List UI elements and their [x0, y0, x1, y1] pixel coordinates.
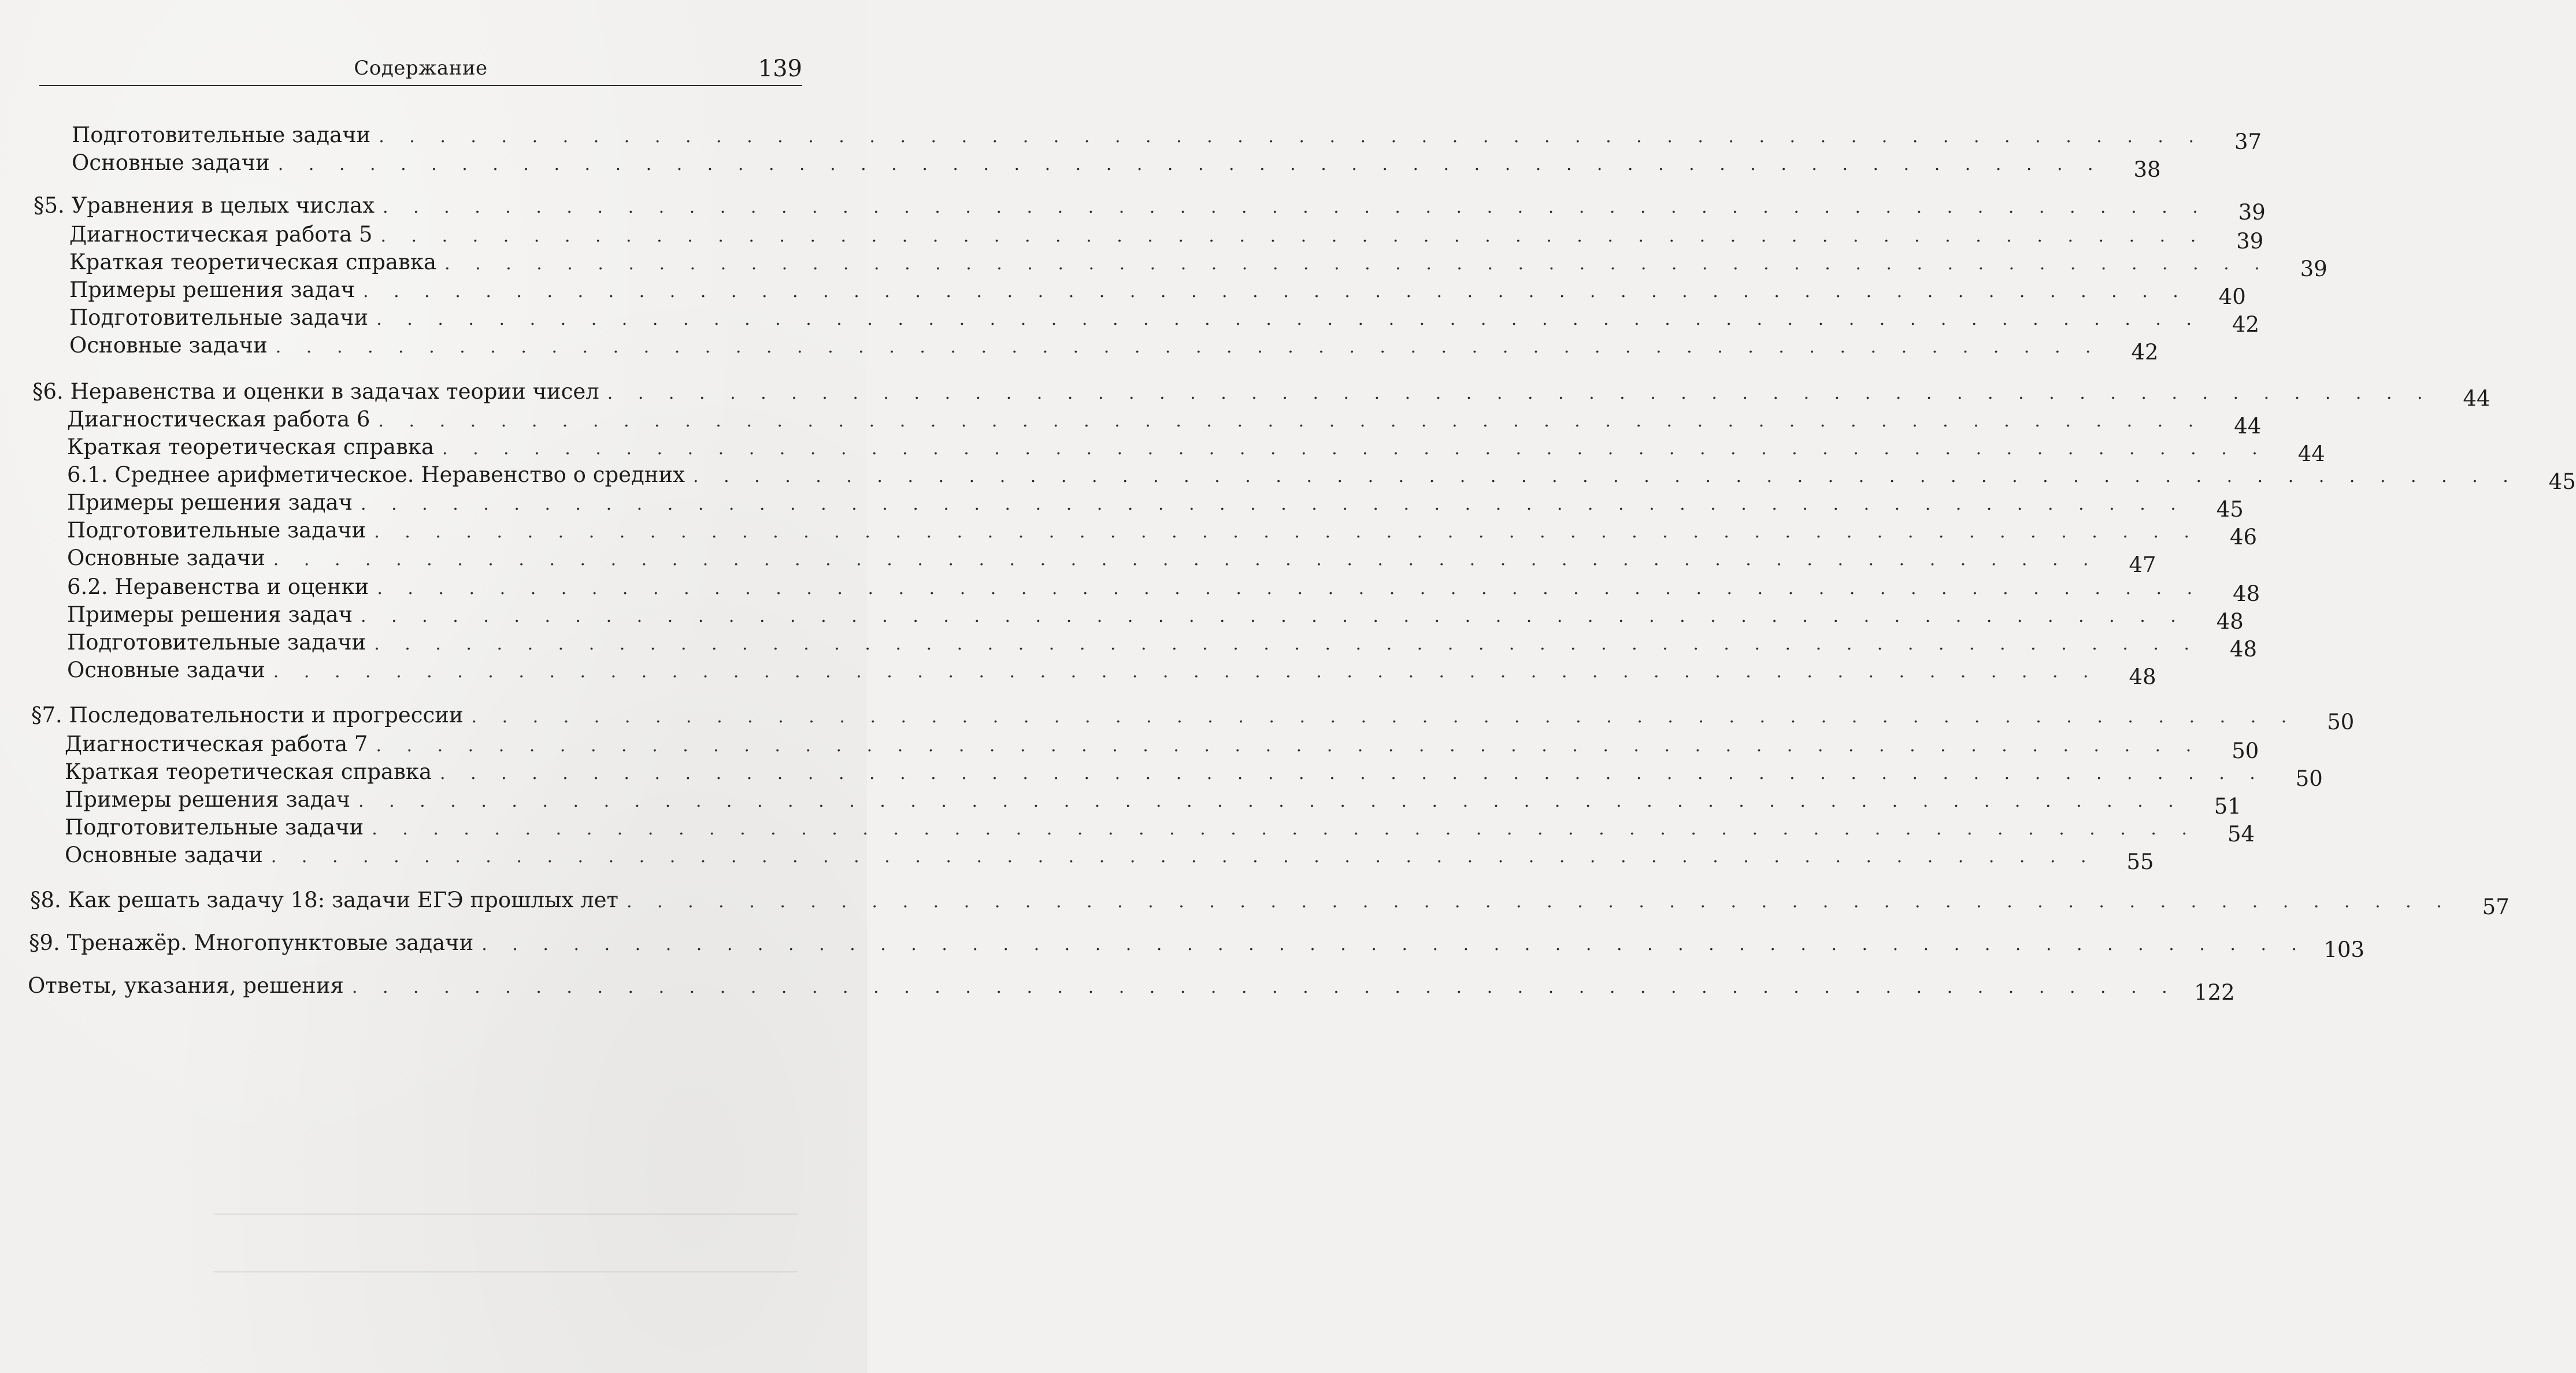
toc-entry[interactable] [69, 305, 2260, 337]
toc-entry-page: 38 [2133, 157, 2161, 182]
toc-entry-label: Основные задачи [65, 843, 263, 867]
toc-entry-page: 45 [2216, 497, 2244, 522]
toc-entry-page: 50 [2327, 710, 2355, 734]
dot-leader: . . . . . . . . . . . . . . . . . . . . . . . . . . . . . . . . . . . . . . . . . . . . . . . . . . . . . . . . . . . . [270, 847, 2096, 867]
toc-entry-page: 44 [2297, 441, 2325, 466]
dot-leader: . . . . . . . . . . . . . . . . . . . . . . . . . . . . . . . . . . . . . . . . . . . . . . . . . . . . . . . . . . . . [442, 439, 2267, 459]
toc-section-heading[interactable] [30, 888, 2510, 919]
toc-entry-label: Подготовительные задачи [69, 305, 369, 330]
toc-entry-page: 51 [2214, 794, 2241, 819]
dot-leader: . . . . . . . . . . . . . . . . . . . . . . . . . . . . . . . . . . . . . . . . . . . . . . . . . . . . . . . . . . . . [444, 254, 2270, 274]
toc-entry[interactable] [67, 462, 2576, 494]
dot-leader: . . . . . . . . . . . . . . . . . . . . . . . . . . . . . . . . . . . . . . . . . . . . . . . . . . . . . . . . . . . . [374, 634, 2200, 654]
toc-entry-label: Основные задачи [67, 546, 265, 570]
toc-entry-label: Основные задачи [69, 333, 268, 358]
toc-entry-label: Краткая теоретическая справка [67, 435, 434, 459]
toc-entry-label: 6.2. Неравенства и оценки [67, 574, 369, 599]
toc-section-heading[interactable] [29, 930, 2365, 962]
dot-leader: . . . . . . . . . . . . . . . . . . . . . . . . . . . . . . . . . . . . . . . . . . . . . . . . . . . . . . . . . . . . [376, 309, 2202, 329]
dot-leader: . . . . . . . . . . . . . . . . . . . . . . . . . . . . . . . . . . . . . . . . . . . . . . . . . . . . . . . . . . . . [440, 763, 2265, 784]
toc-entry-label: Ответы, указания, решения [28, 973, 344, 998]
dot-leader: . . . . . . . . . . . . . . . . . . . . . . . . . . . . . . . . . . . . . . . . . . . . . . . . . . . . . . . . . . . . [363, 281, 2188, 302]
toc-entry-label: Примеры решения задач [67, 490, 353, 515]
toc-entry-page: 48 [2216, 609, 2244, 634]
toc-entry-page: 40 [2218, 284, 2246, 309]
toc-entry-label: §8. Как решать задачу 18: задачи ЕГЭ прошлых лет [30, 888, 618, 912]
dot-leader: . . . . . . . . . . . . . . . . . . . . . . . . . . . . . . . . . . . . . . . . . . . . . . . . . . . . . . . . . . . . [273, 662, 2099, 682]
toc-entry-page: 57 [2482, 895, 2510, 919]
toc-entry-page: 103 [2323, 937, 2365, 962]
toc-entry-page: 55 [2126, 849, 2154, 874]
toc-entry-page: 47 [2129, 552, 2156, 577]
dot-leader: . . . . . . . . . . . . . . . . . . . . . . . . . . . . . . . . . . . . . . . . . . . . . . . . . . . . . . . . . . . . [372, 819, 2197, 839]
dot-leader: . . . . . . . . . . . . . . . . . . . . . . . . . . . . . . . . . . . . . . . . . . . . . . . . . . . . . . . . . . . . [277, 154, 2103, 175]
toc-entry[interactable] [65, 843, 2154, 874]
dot-leader: . . . . . . . . . . . . . . . . . . . . . . . . . . . . . . . . . . . . . . . . . . . . . . . . . . . . . . . . . . . . [471, 707, 2297, 727]
toc-entry[interactable] [67, 546, 2156, 577]
toc-section-heading[interactable] [34, 193, 2266, 225]
toc-entry-page: 45 [2548, 469, 2576, 494]
dot-leader: . . . . . . . . . . . . . . . . . . . . . . . . . . . . . . . . . . . . . . . . . . . . . . . . . . . . . . . . . . . . [378, 411, 2204, 431]
dot-leader: . . . . . . . . . . . . . . . . . . . . . . . . . . . . . . . . . . . . . . . . . . . . . . . . . . . . . . . . . . . . [626, 892, 2452, 912]
toc-entry-page: 50 [2232, 739, 2259, 763]
toc-section-heading[interactable] [32, 379, 2490, 411]
dot-leader: . . . . . . . . . . . . . . . . . . . . . . . . . . . . . . . . . . . . . . . . . . . . . . . . . . . . . . . . . . . . [693, 466, 2518, 487]
dot-leader: . . . . . . . . . . . . . . . . . . . . . . . . . . . . . . . . . . . . . . . . . . . . . . . . . . . . . . . . . . . . [374, 522, 2200, 542]
toc-entry[interactable] [67, 574, 2260, 606]
toc-entry[interactable] [67, 490, 2244, 522]
toc-entry[interactable] [67, 658, 2156, 689]
show-through-rule-lower [214, 1271, 798, 1272]
dot-leader: . . . . . . . . . . . . . . . . . . . . . . . . . . . . . . . . . . . . . . . . . . . . . . . . . . . . . . . . . . . . [481, 934, 2307, 955]
dot-leader: . . . . . . . . . . . . . . . . . . . . . . . . . . . . . . . . . . . . . . . . . . . . . . . . . . . . . . . . . . . . [275, 337, 2101, 357]
toc-entry-page: 54 [2227, 822, 2255, 847]
toc-entry[interactable] [67, 518, 2258, 550]
dot-leader: . . . . . . . . . . . . . . . . . . . . . . . . . . . . . . . . . . . . . . . . . . . . . . . . . . . . . . . . . . . . [361, 494, 2186, 514]
toc-entry-label: §5. Уравнения в целых числах [34, 193, 375, 218]
toc-entry-label: Примеры решения задач [65, 787, 351, 812]
toc-entry-page: 48 [2129, 665, 2156, 689]
toc-entry-label: §6. Неравенства и оценки в задачах теории чисел [32, 379, 599, 404]
toc-entry[interactable] [69, 333, 2159, 365]
toc-entry-page: 50 [2295, 766, 2323, 791]
dot-leader: . . . . . . . . . . . . . . . . . . . . . . . . . . . . . . . . . . . . . . . . . . . . . . . . . . . . . . . . . . . . [358, 791, 2184, 811]
toc-entry[interactable] [69, 250, 2327, 281]
toc-entry[interactable] [65, 732, 2259, 763]
toc-section-heading[interactable] [31, 703, 2355, 734]
toc-entry-label: Примеры решения задач [67, 602, 353, 627]
toc-entry[interactable] [72, 150, 2161, 182]
show-through-rule [214, 1214, 798, 1215]
toc-entry[interactable] [69, 277, 2246, 309]
running-header [39, 57, 802, 86]
dot-leader: . . . . . . . . . . . . . . . . . . . . . . . . . . . . . . . . . . . . . . . . . . . . . . . . . . . . . . . . . . . . [379, 127, 2204, 147]
header-title: Содержание [354, 57, 488, 80]
toc-section-heading[interactable] [28, 973, 2235, 1005]
toc-entry-label: Подготовительные задачи [72, 123, 371, 147]
toc-entry[interactable] [65, 815, 2255, 847]
toc-entry-label: Подготовительные задачи [67, 518, 366, 543]
toc-entry-page: 122 [2194, 980, 2235, 1005]
toc-entry-page: 44 [2463, 386, 2490, 411]
toc-entry[interactable] [67, 602, 2244, 634]
toc-entry-label: Подготовительные задачи [65, 815, 364, 840]
toc-entry-label: Краткая теоретическая справка [69, 250, 436, 274]
dot-leader: . . . . . . . . . . . . . . . . . . . . . . . . . . . . . . . . . . . . . . . . . . . . . . . . . . . . . . . . . . . . [607, 383, 2433, 403]
toc-entry-label: Диагностическая работа 5 [69, 222, 373, 247]
toc-entry-page: 46 [2229, 525, 2258, 550]
dot-leader: . . . . . . . . . . . . . . . . . . . . . . . . . . . . . . . . . . . . . . . . . . . . . . . . . . . . . . . . . . . . [361, 606, 2186, 626]
toc-entry-page: 39 [2300, 257, 2327, 281]
toc-entry[interactable] [67, 407, 2262, 439]
toc-entry-page: 48 [2229, 637, 2258, 662]
toc-entry-page: 42 [2131, 340, 2159, 365]
dot-leader: . . . . . . . . . . . . . . . . . . . . . . . . . . . . . . . . . . . . . . . . . . . . . . . . . . . . . . . . . . . . [380, 226, 2206, 246]
toc-entry-page: 39 [2236, 229, 2264, 254]
dot-leader: . . . . . . . . . . . . . . . . . . . . . . . . . . . . . . . . . . . . . . . . . . . . . . . . . . . . . . . . . . . . [383, 197, 2208, 217]
dot-leader: . . . . . . . . . . . . . . . . . . . . . . . . . . . . . . . . . . . . . . . . . . . . . . . . . . . . . . . . . . . . [376, 736, 2201, 756]
toc-entry-label: Диагностическая работа 7 [65, 732, 368, 756]
dot-leader: . . . . . . . . . . . . . . . . . . . . . . . . . . . . . . . . . . . . . . . . . . . . . . . . . . . . . . . . . . . . [351, 977, 2177, 997]
toc-entry-label: 6.1. Среднее арифметическое. Неравенство о средних [67, 462, 685, 487]
toc-entry-page: 48 [2233, 581, 2260, 606]
toc-entry[interactable] [72, 123, 2262, 154]
toc-entry-page: 42 [2232, 312, 2260, 337]
toc-entry[interactable] [65, 787, 2241, 819]
toc-entry-page: 39 [2238, 200, 2266, 225]
toc-entry[interactable] [69, 222, 2264, 254]
toc-entry-label: Подготовительные задачи [67, 630, 366, 655]
dot-leader: . . . . . . . . . . . . . . . . . . . . . . . . . . . . . . . . . . . . . . . . . . . . . . . . . . . . . . . . . . . . [273, 550, 2099, 570]
toc-entry-label: §9. Тренажёр. Многопунктовые задачи [29, 930, 474, 955]
page-number: 139 [758, 55, 802, 82]
toc-entry-label: Диагностическая работа 6 [67, 407, 370, 432]
toc-entry-label: Краткая теоретическая справка [65, 759, 432, 784]
toc-entry[interactable] [65, 759, 2323, 791]
header-rule [39, 85, 802, 86]
toc-entry-label: Основные задачи [67, 658, 265, 682]
toc-entry-label: Основные задачи [72, 150, 270, 175]
toc-entry[interactable] [67, 435, 2325, 466]
toc-entry-label: Примеры решения задач [69, 277, 355, 302]
toc-entry-page: 37 [2234, 129, 2262, 154]
toc-entry[interactable] [67, 630, 2258, 662]
toc-entry-page: 44 [2234, 414, 2262, 439]
dot-leader: . . . . . . . . . . . . . . . . . . . . . . . . . . . . . . . . . . . . . . . . . . . . . . . . . . . . . . . . . . . . [377, 578, 2203, 599]
toc-entry-label: §7. Последовательности и прогрессии [31, 703, 464, 728]
